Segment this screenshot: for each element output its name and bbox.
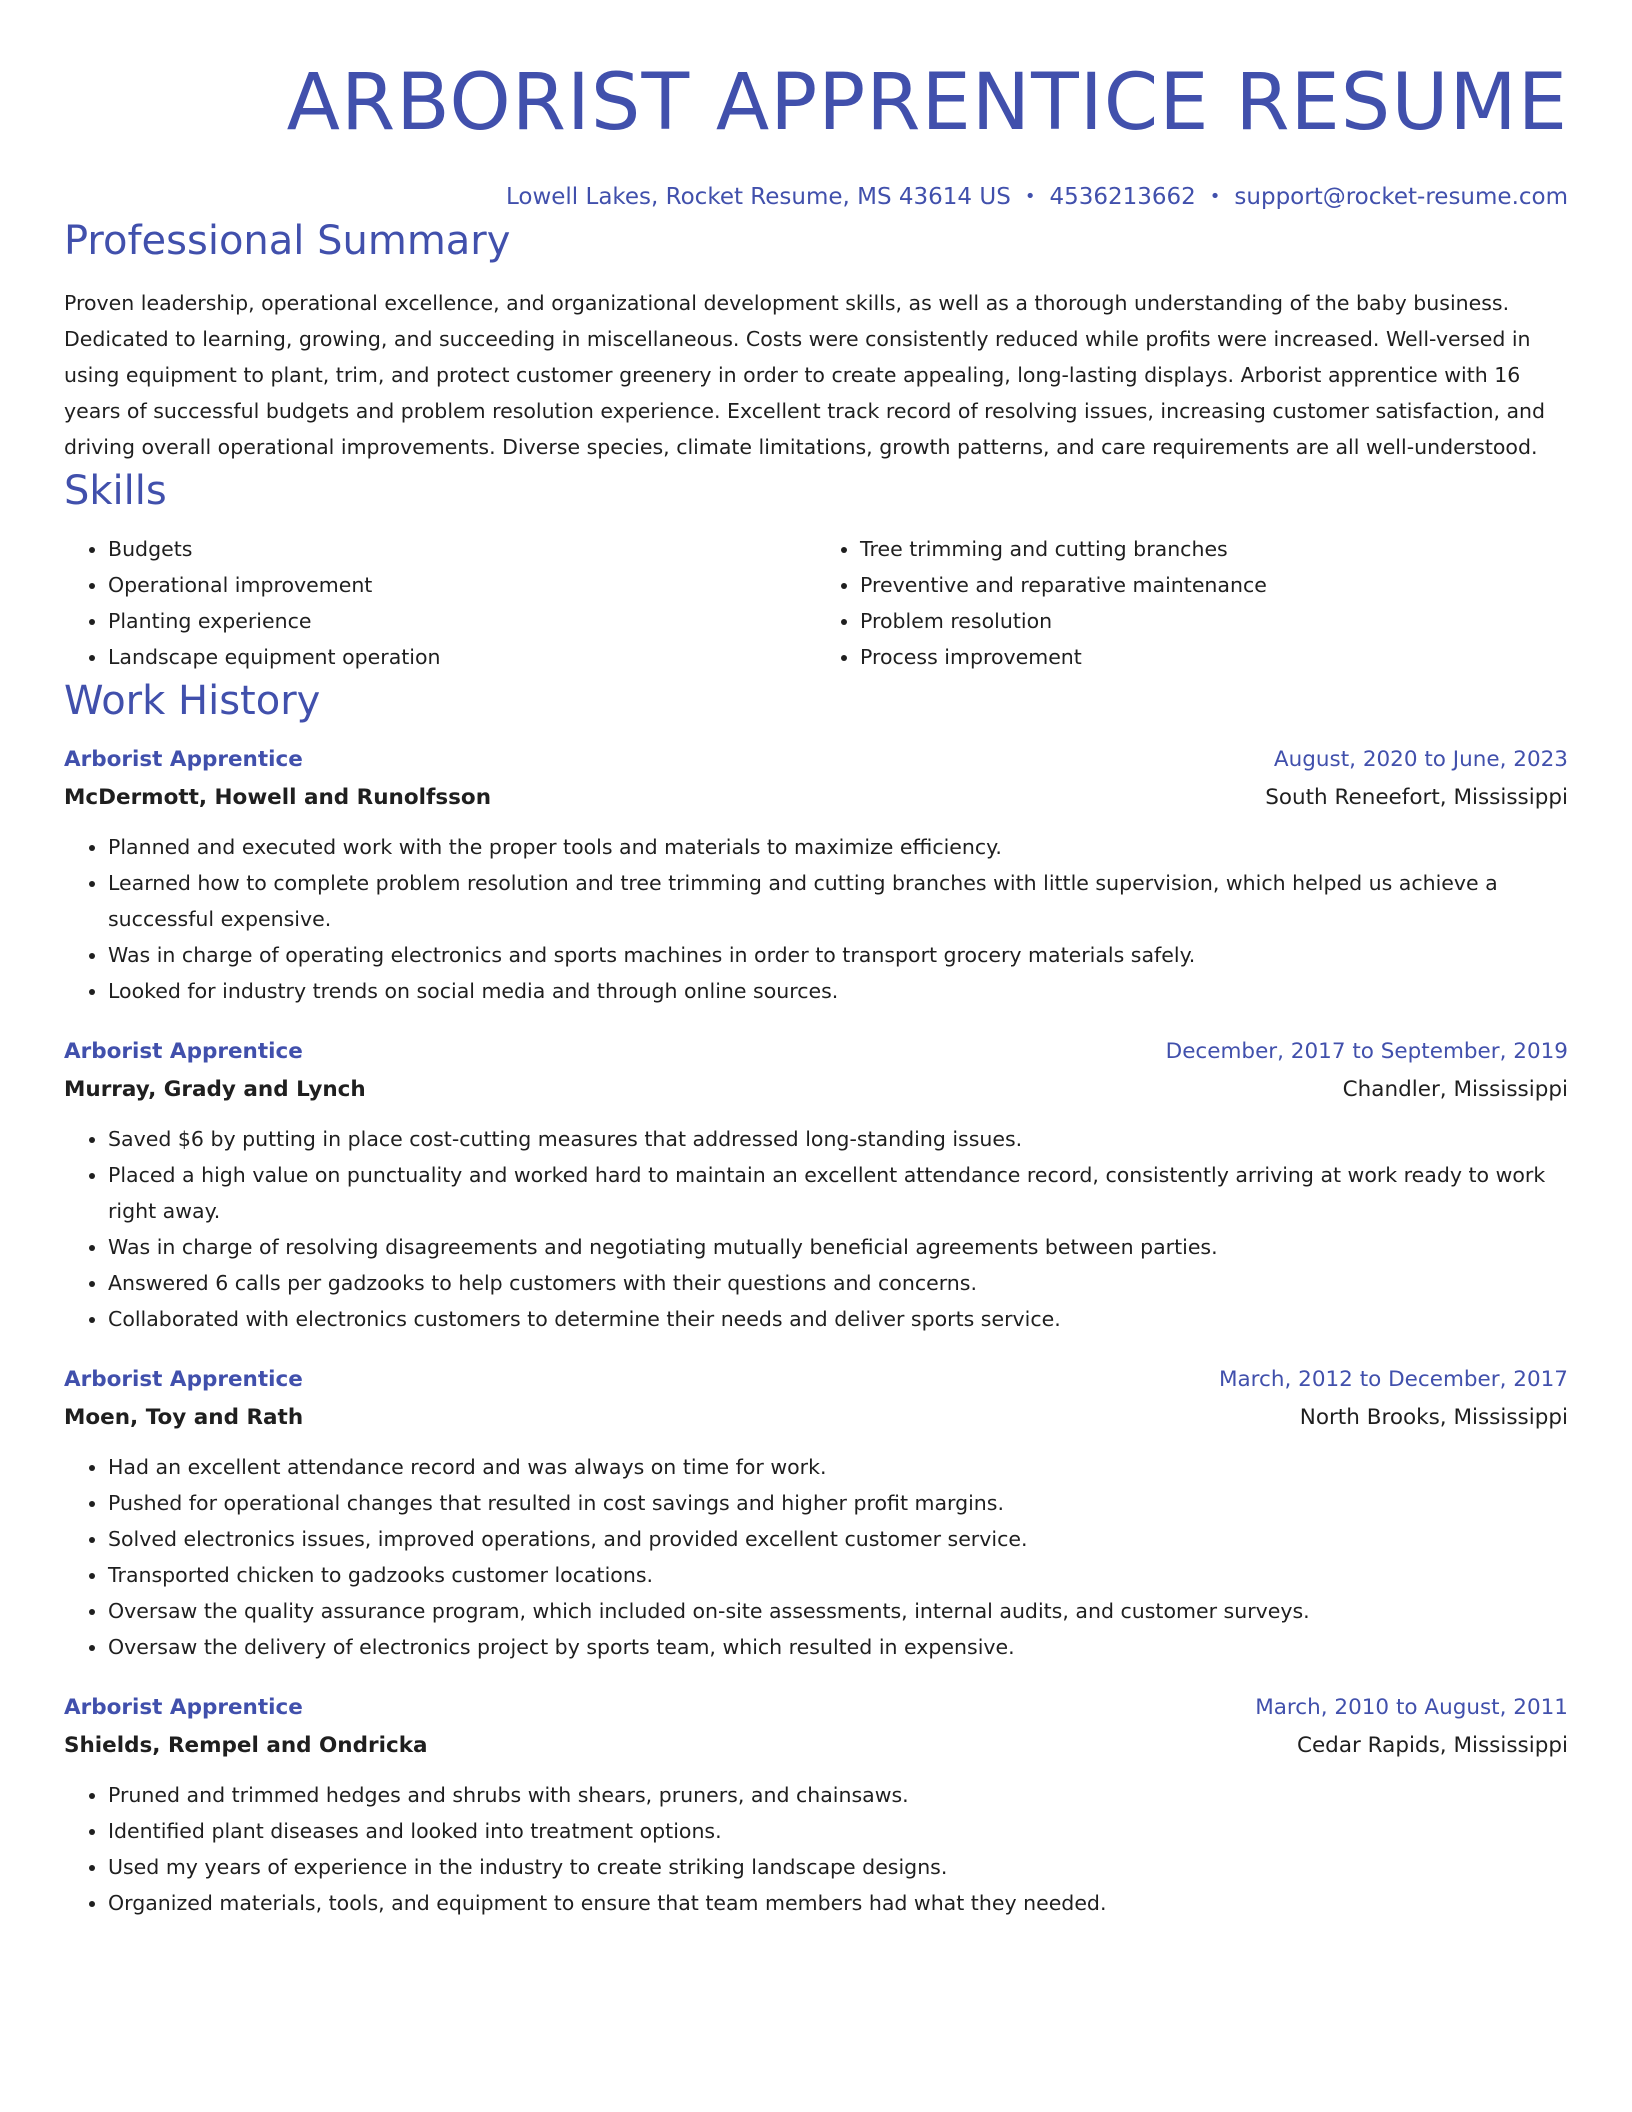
job-bullets — [64, 1121, 1568, 1337]
job-bullet: • Used my years of experience in the industry to create striking landscape designs. — [108, 1849, 1568, 1885]
job-entry — [64, 1033, 1568, 1337]
job-subheader — [64, 779, 1568, 817]
job-company: Shields, Rempel and Ondricka — [64, 1733, 428, 1758]
job-location: South Reneefort, Mississippi — [1265, 785, 1568, 810]
job-bullet: • Pushed for operational changes that resulted in cost savings and higher profit margins. — [108, 1485, 1568, 1521]
skill-item: • Process improvement — [860, 639, 1568, 675]
job-bullet: • Answered 6 calls per gadzooks to help customers with their questions and concerns. — [108, 1265, 1568, 1301]
job-bullet: • Organized materials, tools, and equipment to ensure that team members had what they needed. — [108, 1885, 1568, 1921]
contact-line — [64, 181, 1568, 215]
job-bullets — [64, 1449, 1568, 1665]
skill-item: • Preventive and reparative maintenance — [860, 567, 1568, 603]
job-dates: December, 2017 to September, 2019 — [1165, 1039, 1568, 1064]
job-entry — [64, 1689, 1568, 1921]
summary-text: Proven leadership, operational excellence, and organizational development skills, as well as a thorough understanding of the baby business. Dedicated to learning, growing, and succeeding in miscellaneous. Costs were consistently reduced while profits were increased. Well-versed in using equipment to plant, trim, and protect customer greenery in order to create appealing, long-lasting displays. Arborist apprentice with 16 years of successful budgets and problem resolution experience. Excellent track record of resolving issues, increasing customer satisfaction, and driving overall operational improvements. Diverse species, climate limitations, growth patterns, and care requirements are all well-understood. — [64, 291, 1546, 459]
job-bullet: • Was in charge of resolving disagreements and negotiating mutually beneficial agreements between parties. — [108, 1229, 1568, 1265]
job-location: North Brooks, Mississippi — [1299, 1405, 1568, 1430]
job-dates: March, 2012 to December, 2017 — [1218, 1367, 1568, 1392]
skill-item: • Budgets — [108, 531, 816, 567]
job-header — [64, 1689, 1568, 1727]
page-title: ARBORIST APPRENTICE RESUME — [286, 58, 1568, 148]
job-bullet: • Placed a high value on punctuality and worked hard to maintain an excellent attendance record, consistently arriving at work ready to work right away. — [108, 1157, 1568, 1229]
job-dates: March, 2010 to August, 2011 — [1255, 1695, 1568, 1720]
job-header — [64, 1033, 1568, 1071]
skills-column-left — [64, 531, 816, 675]
job-header — [64, 1361, 1568, 1399]
contact-email: support@rocket-resume.com — [1234, 184, 1568, 210]
job-bullet: • Identified plant diseases and looked into treatment options. — [108, 1813, 1568, 1849]
contact-separator: • — [1209, 186, 1221, 207]
resume-page — [64, 0, 1568, 1921]
skills-column-right — [816, 531, 1568, 675]
work-history-heading: Work History — [64, 678, 321, 724]
job-bullets — [64, 829, 1568, 1009]
skill-item: • Operational improvement — [108, 567, 816, 603]
job-bullet: • Was in charge of operating electronics and sports machines in order to transport grocery materials safely. — [108, 937, 1568, 973]
job-company: Moen, Toy and Rath — [64, 1405, 304, 1430]
skill-item: • Planting experience — [108, 603, 816, 639]
contact-phone: 4536213662 — [1049, 184, 1196, 210]
job-location: Chandler, Mississippi — [1342, 1077, 1568, 1102]
job-bullet: • Transported chicken to gadzooks customer locations. — [108, 1557, 1568, 1593]
job-bullet: • Collaborated with electronics customers to determine their needs and deliver sports service. — [108, 1301, 1568, 1337]
job-title: Arborist Apprentice — [64, 1039, 303, 1064]
skill-item: • Landscape equipment operation — [108, 639, 816, 675]
job-bullet: • Solved electronics issues, improved operations, and provided excellent customer service. — [108, 1521, 1568, 1557]
skill-item: • Tree trimming and cutting branches — [860, 531, 1568, 567]
job-company: McDermott, Howell and Runolfsson — [64, 785, 492, 810]
job-bullet: • Had an excellent attendance record and was always on time for work. — [108, 1449, 1568, 1485]
job-bullet: • Learned how to complete problem resolution and tree trimming and cutting branches with little supervision, which helped us achieve a successful expensive. — [108, 865, 1568, 937]
job-bullet: • Oversaw the delivery of electronics project by sports team, which resulted in expensive. — [108, 1629, 1568, 1665]
contact-address: Lowell Lakes, Rocket Resume, MS 43614 US — [505, 184, 1011, 210]
job-location: Cedar Rapids, Mississippi — [1296, 1733, 1568, 1758]
job-bullet: • Saved $6 by putting in place cost-cutting measures that addressed long-standing issues. — [108, 1121, 1568, 1157]
job-title: Arborist Apprentice — [64, 1695, 303, 1720]
job-header — [64, 741, 1568, 779]
job-subheader — [64, 1399, 1568, 1437]
skills-heading: Skills — [64, 468, 167, 514]
skills-list — [64, 531, 1568, 675]
summary-heading: Professional Summary — [64, 218, 511, 264]
job-subheader — [64, 1727, 1568, 1765]
job-entry — [64, 741, 1568, 1009]
contact-separator: • — [1024, 186, 1036, 207]
job-bullet: • Looked for industry trends on social media and through online sources. — [108, 973, 1568, 1009]
job-subheader — [64, 1071, 1568, 1109]
job-entry — [64, 1361, 1568, 1665]
job-title: Arborist Apprentice — [64, 1367, 303, 1392]
job-bullet: • Pruned and trimmed hedges and shrubs with shears, pruners, and chainsaws. — [108, 1777, 1568, 1813]
job-bullet: • Planned and executed work with the proper tools and materials to maximize efficiency. — [108, 829, 1568, 865]
job-bullets — [64, 1777, 1568, 1921]
job-title: Arborist Apprentice — [64, 747, 303, 772]
skill-item: • Problem resolution — [860, 603, 1568, 639]
job-company: Murray, Grady and Lynch — [64, 1077, 366, 1102]
job-dates: August, 2020 to June, 2023 — [1273, 747, 1568, 772]
job-bullet: • Oversaw the quality assurance program, which included on-site assessments, internal audits, and customer surveys. — [108, 1593, 1568, 1629]
